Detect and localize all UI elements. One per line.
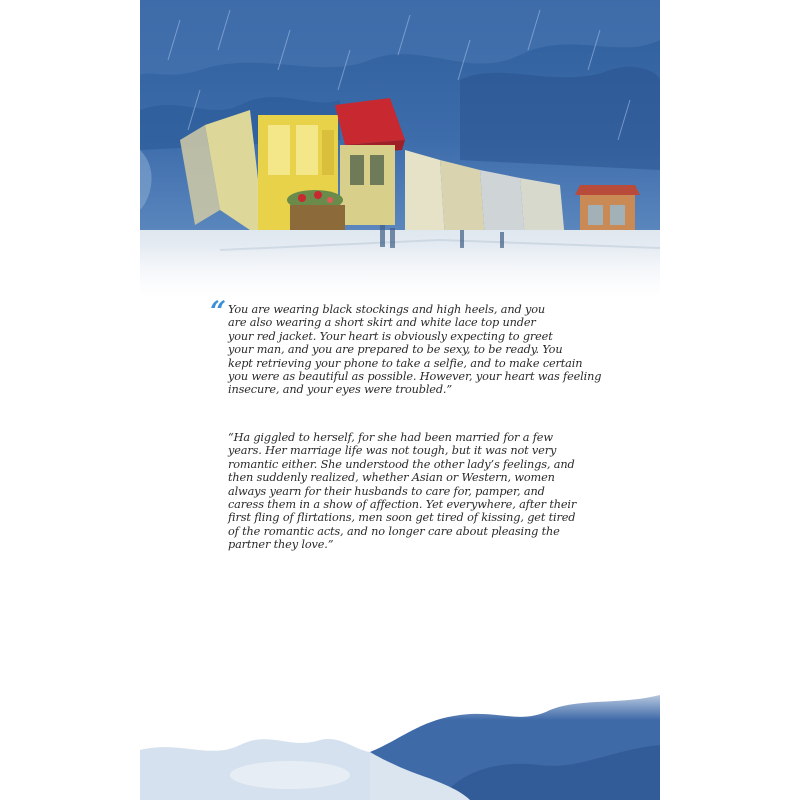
quote-two-line: “Ha giggled to herself, for she had been married for a few (228, 431, 553, 444)
quote-two-line: caress them in a show of affection. Yet everywhere, after their (228, 498, 577, 512)
quote-two-line: of the romantic acts, and no longer care about pleasing the (228, 524, 560, 538)
quote-one-line: You are wearing black stockings and high heels, and you (228, 303, 546, 316)
quote-one-line: you were as beautiful as possible. However, your heart was feeling (228, 370, 602, 384)
quote-two-line: years. Her marriage life was not tough, but it was not very (228, 444, 557, 458)
quote-one-line: your man, and you are prepared to be sexy, to be ready. You (228, 343, 563, 357)
quote-two-line: always yearn for their husbands to care for, pamper, and (228, 484, 545, 498)
quote-one-line: your red jacket. Your heart is obviously expecting to greet (228, 329, 553, 343)
quote-paragraph-one (210, 295, 602, 397)
book-page (140, 0, 660, 800)
cloud-illustration (140, 680, 660, 800)
quote-one-line: are also wearing a short skirt and white lace top under (228, 316, 536, 330)
quote-one-line: kept retrieving your phone to take a selfie, and to make certain (228, 356, 583, 370)
quote-two-line: first fling of flirtations, men soon get tired of kissing, get tired (228, 511, 576, 525)
open-quote-mark: “ (210, 295, 226, 328)
quote-paragraph-two (228, 431, 586, 552)
rainy-street-illustration (140, 0, 660, 300)
quote-one-line: insecure, and your eyes were troubled.” (228, 383, 452, 397)
quote-two-line: then suddenly realized, whether Asian or Western, women (228, 471, 555, 485)
quote-two-line: partner they love.” (228, 538, 334, 552)
quote-two-line: romantic either. She understood the other lady’s feelings, and (228, 457, 575, 471)
